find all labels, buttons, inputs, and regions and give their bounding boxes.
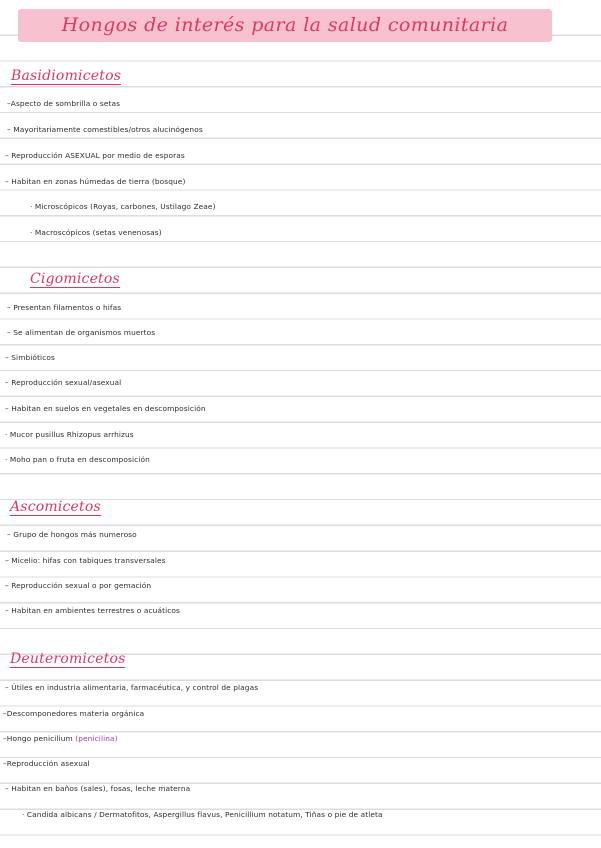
list-item: – Reproducción sexual/asexual (5, 378, 122, 387)
list-item-penicilium (3, 734, 118, 743)
list-item: – Habitan en ambientes terrestres o acuáticos (5, 606, 180, 615)
list-item: · Microscópicos (Royas, carbones, Ustilago Zeae) (30, 202, 216, 211)
list-item: –Reproducción asexual (3, 759, 90, 768)
list-item: – Habitan en zonas húmedas de tierra (bosque) (5, 177, 186, 186)
list-item: –Aspecto de sombrilla o setas (7, 99, 121, 108)
section-heading-ascomicetos: Ascomicetos (10, 499, 101, 515)
list-item: · Candida albicans / Dermatofitos, Aspergillus flavus, Penicillium notatum, Tiñas o pie de atleta (22, 810, 383, 819)
list-item: – Se alimentan de organismos muertos (7, 328, 156, 337)
list-item-text: –Hongo penicilium (3, 734, 73, 743)
list-item: · Mucor pusillus Rhizopus arrhizus (5, 430, 134, 439)
list-item: – Útiles en industria alimentaria, farmacéutica, y control de plagas (5, 683, 259, 692)
section-heading-basidiomicetos: Basidiomicetos (11, 68, 122, 84)
list-item: – Reproducción ASEXUAL por medio de esporas (5, 151, 185, 160)
section-heading-deuteromicetos: Deuteromicetos (10, 651, 126, 667)
list-item: – Grupo de hongos más numeroso (7, 530, 137, 539)
list-item: – Presentan filamentos o hifas (7, 303, 122, 312)
list-item: · Moho pan o fruta en descomposición (5, 455, 150, 464)
list-item: – Habitan en baños (sales), fosas, leche materna (5, 784, 191, 793)
list-item: – Habitan en suelos en vegetales en descomposición (5, 404, 206, 413)
list-item: –Descomponedores materia orgánica (3, 709, 145, 718)
list-item: – Reproducción sexual o por gemación (5, 581, 152, 590)
list-item: – Simbióticos (5, 353, 55, 362)
list-item: · Macroscópicos (setas venenosas) (30, 228, 162, 237)
list-item: – Micelio: hifas con tabiques transversales (5, 556, 166, 565)
list-item: – Mayoritariamente comestibles/otros alucinógenos (7, 125, 203, 134)
section-heading-cigomicetos: Cigomicetos (30, 271, 120, 287)
page-title: Hongos de interés para la salud comunitaria (61, 14, 509, 36)
highlight-note: (penicilina) (75, 734, 118, 743)
